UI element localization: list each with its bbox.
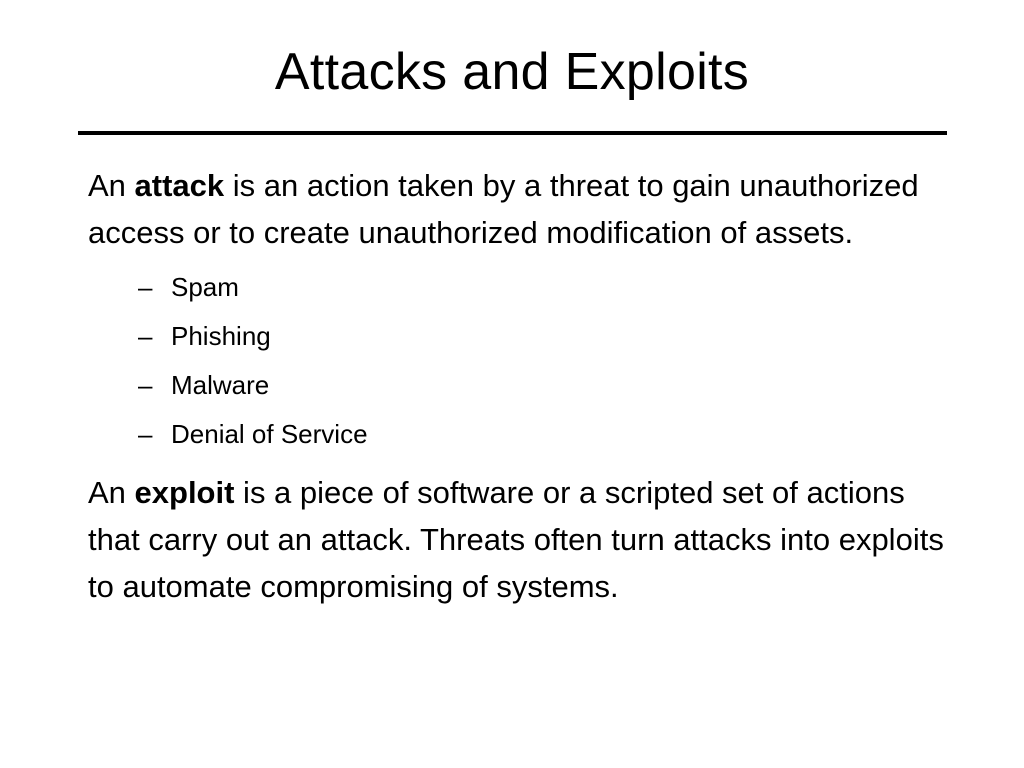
- exploit-definition-text: is a piece of software or a scripted set of actions that carry out an attack. Threats often turn attacks into exploits to automate compromising of systems.: [88, 475, 944, 604]
- list-item: [138, 410, 948, 459]
- list-item: [138, 263, 948, 312]
- attack-definition-prefix: An: [88, 168, 135, 203]
- slide-body: [88, 162, 948, 610]
- attack-term: attack: [134, 168, 225, 203]
- exploit-term: exploit: [134, 475, 235, 510]
- list-item-label: Denial of Service: [171, 419, 368, 449]
- attack-definition-text: is an action taken by a threat to gain unauthorized access or to create unauthorized modification of assets.: [88, 168, 919, 250]
- attack-examples-list: [88, 263, 948, 459]
- dash-bullet-icon: –: [138, 321, 153, 351]
- slide-title: Attacks and Exploits: [274, 43, 750, 101]
- list-item-label: Phishing: [171, 321, 271, 351]
- exploit-definition: [88, 469, 948, 610]
- list-item-label: Malware: [171, 370, 270, 400]
- exploit-definition-prefix: An: [88, 475, 135, 510]
- title-divider: [78, 131, 947, 135]
- list-item: [138, 312, 948, 361]
- dash-bullet-icon: –: [138, 272, 153, 302]
- list-item: [138, 361, 948, 410]
- dash-bullet-icon: –: [138, 370, 153, 400]
- dash-bullet-icon: –: [138, 419, 153, 449]
- list-item-label: Spam: [171, 272, 239, 302]
- attack-definition: [88, 162, 948, 256]
